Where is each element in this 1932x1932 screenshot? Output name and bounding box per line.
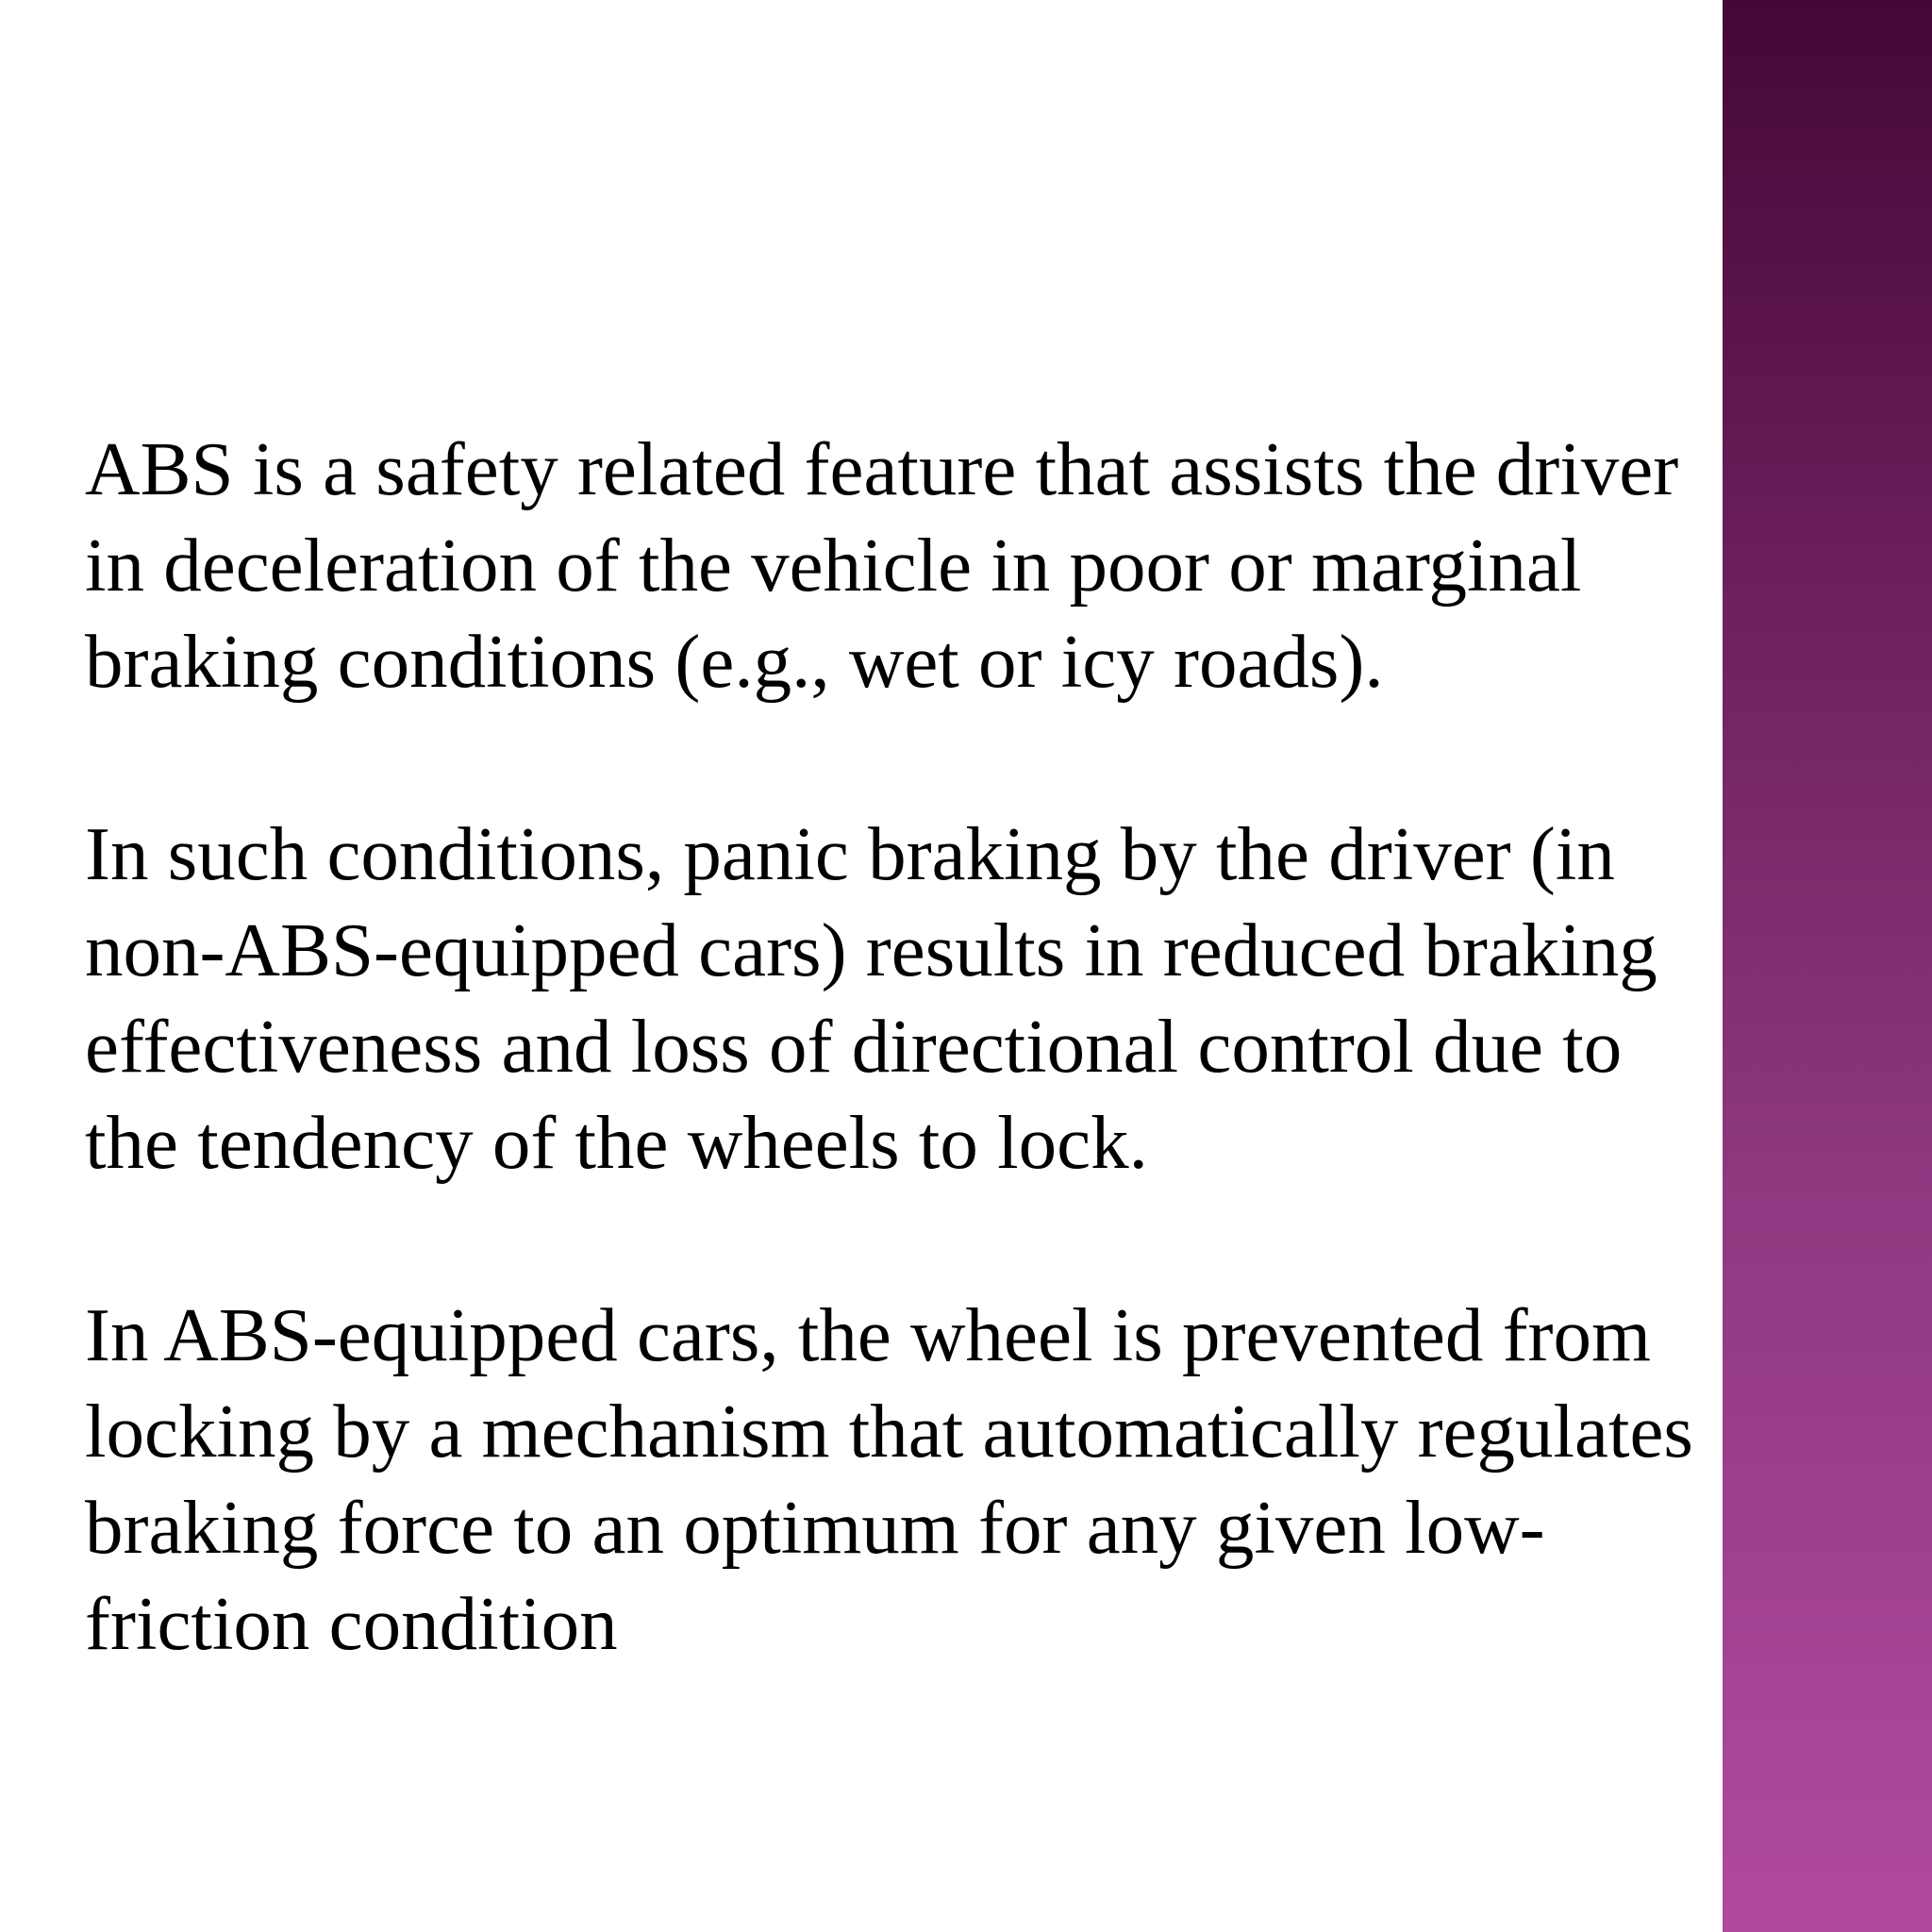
paragraph-panic-braking: In such conditions, panic braking by the driver (in non-ABS-equipped cars) results in reduced braking effectiveness and loss of directional control due to the tendency of the wheels to lock.: [85, 811, 1657, 1185]
slide-body: [85, 421, 1783, 1672]
paragraph-abs-definition: ABS is a safety related feature that assists the driver in deceleration of the vehicle in poor or marginal braking conditions (e.g., wet or icy roads).: [85, 426, 1679, 704]
paragraph-abs-mechanism: In ABS-equipped cars, the wheel is prevented from locking by a mechanism that automatically regulates braking force to an optimum for any given low- friction condition: [85, 1292, 1693, 1666]
